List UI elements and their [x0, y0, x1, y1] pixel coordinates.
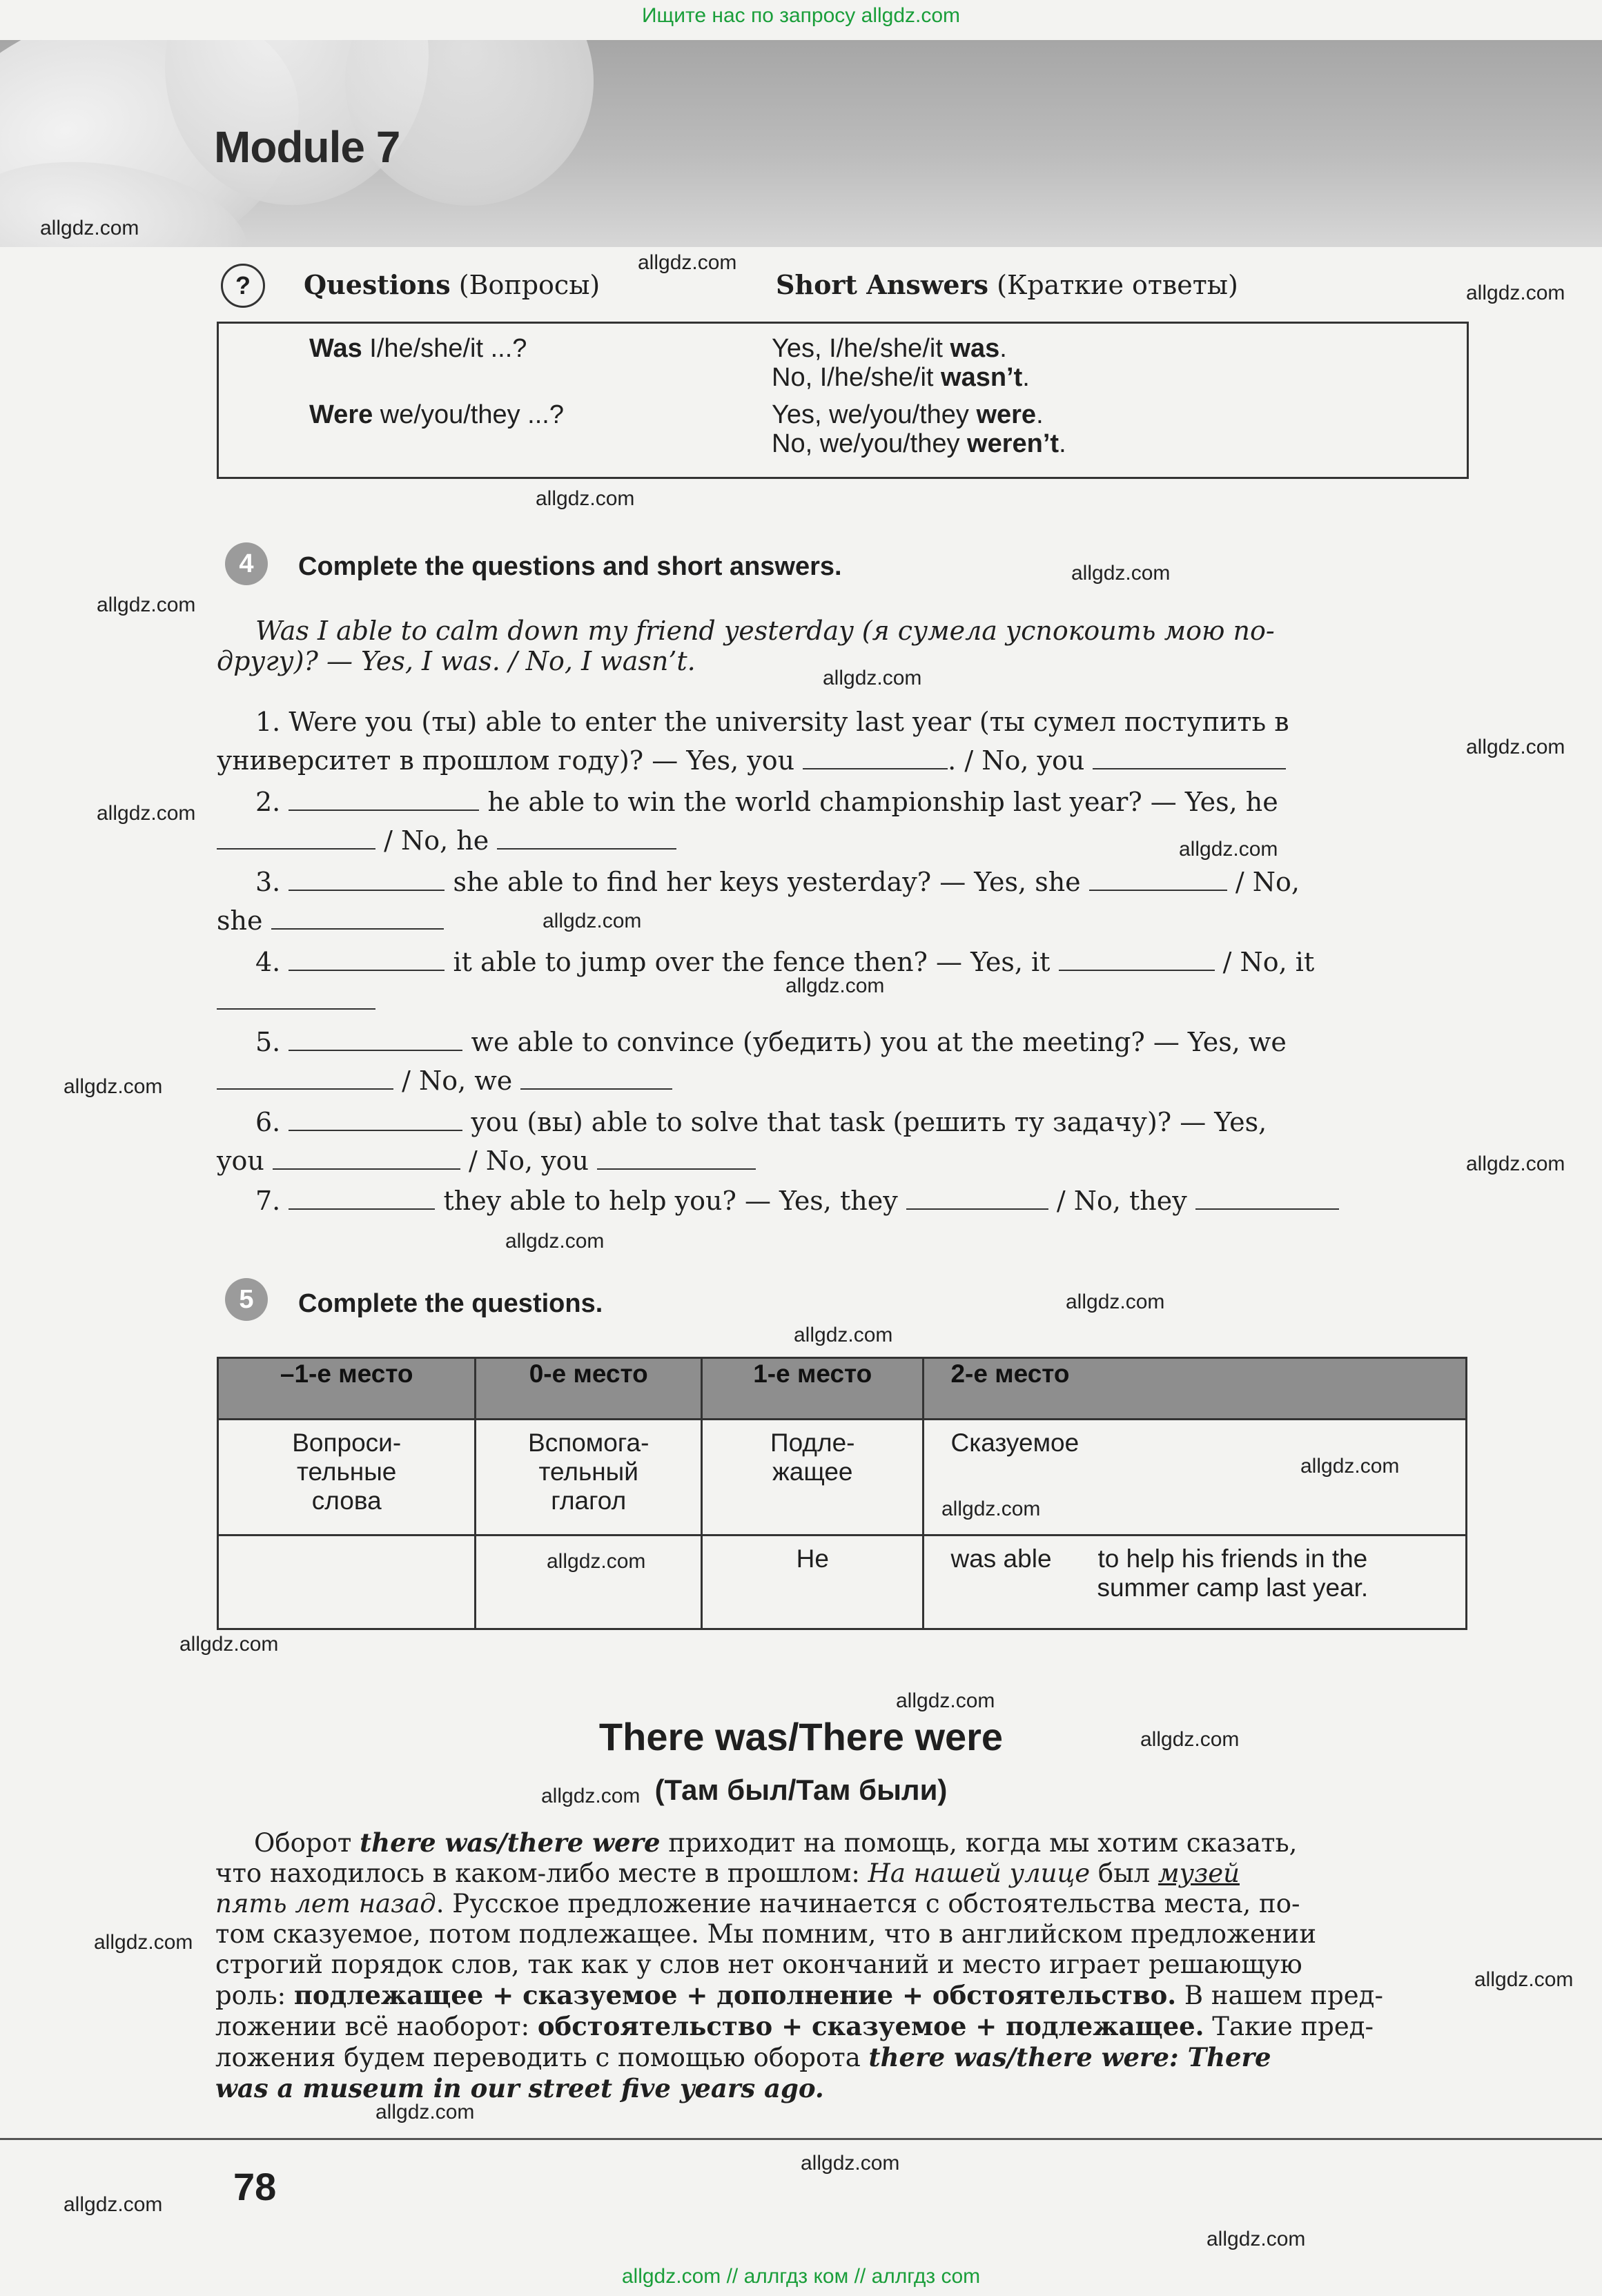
exercise-4-item-5-line-1: 5. we able to convince (убедить) you at the meeting? — Yes, we	[255, 1027, 1287, 1057]
watermark[interactable]: allgdz.com	[179, 1633, 279, 1656]
watermark[interactable]: allgdz.com	[896, 1689, 995, 1712]
answers-ru: (Краткие ответы)	[997, 270, 1238, 300]
answer-blank[interactable]	[1089, 889, 1227, 891]
answer-blank[interactable]	[217, 1008, 375, 1010]
table-row	[218, 1420, 1467, 1535]
watermark[interactable]: allgdz.com	[1466, 282, 1565, 304]
answer-blank[interactable]	[597, 1168, 756, 1170]
grammar-answer-no-was: No, I/he/she/it wasn’t.	[772, 363, 1030, 392]
table-cell-predicate	[924, 1535, 1467, 1629]
watermark[interactable]: allgdz.com	[536, 487, 635, 510]
watermark[interactable]: allgdz.com	[1071, 562, 1171, 585]
exercise-5-title: Complete the questions.	[298, 1289, 603, 1318]
watermark[interactable]: allgdz.com	[1300, 1455, 1400, 1478]
exercise-5-badge: 5	[225, 1278, 268, 1321]
answer-blank[interactable]	[497, 847, 676, 850]
watermark[interactable]: allgdz.com	[638, 251, 737, 274]
watermark[interactable]: allgdz.com	[94, 1931, 193, 1954]
answer-blank[interactable]	[803, 767, 948, 769]
page-number: 78	[233, 2165, 277, 2208]
paragraph-line: ложения будем переводить с помощью оборота there was/there were: There	[215, 2042, 1271, 2072]
watermark[interactable]: allgdz.com	[64, 2193, 163, 2216]
exercise-4-badge: 4	[225, 542, 268, 585]
section-paragraph	[215, 1827, 1469, 2104]
answer-blank[interactable]	[289, 1129, 462, 1131]
paragraph-line: том сказуемое, потом подлежащее. Мы помним, что в английском предложении	[215, 1919, 1316, 1949]
watermark[interactable]: allgdz.com	[543, 910, 642, 932]
table-header-cell: –1-е место	[218, 1358, 476, 1420]
answer-blank[interactable]	[289, 809, 479, 811]
table-header-row	[218, 1358, 1467, 1420]
exercise-4-title: Complete the questions and short answers.	[298, 552, 842, 581]
adverbial-text: to help his friends in the summer camp last year.	[1097, 1544, 1369, 1602]
watermark[interactable]: allgdz.com	[375, 2101, 475, 2123]
paragraph-line: was a museum in our street five years ago.	[215, 2073, 824, 2103]
exercise-4-item-3-line-1: 3. she able to find her keys yesterday? — Yes, she / No,	[255, 867, 1300, 897]
watermark[interactable]: allgdz.com	[801, 2152, 900, 2175]
answer-blank[interactable]	[289, 1208, 435, 1210]
table-row	[218, 1535, 1467, 1629]
word-order-table	[217, 1357, 1467, 1630]
exercise-4-item-7-line-1: 7. they able to help you? — Yes, they / No, they	[255, 1186, 1339, 1216]
grammar-question-were: Were we/you/they ...?	[309, 400, 564, 429]
paragraph-line: строгий порядок слов, так как у слов нет окончаний и место играет решающую	[215, 1950, 1302, 1979]
watermark[interactable]: allgdz.com	[64, 1075, 163, 1098]
predicate-text: was able	[950, 1544, 1052, 1573]
exercise-4-item-2-line-1: 2. he able to win the world championship last year? — Yes, he	[255, 787, 1278, 817]
answer-blank[interactable]	[289, 969, 445, 971]
table-cell: Сказуемое	[924, 1420, 1467, 1535]
exercise-4-item-3-line-2: she	[217, 905, 444, 936]
watermark[interactable]: allgdz.com	[794, 1324, 893, 1346]
paragraph-line: пять лет назад. Русское предложение начинается с обстоятельства места, по-	[215, 1889, 1300, 1919]
exercise-4-item-6-line-2: you / No, you	[217, 1146, 756, 1176]
questions-ru: (Вопросы)	[458, 270, 600, 300]
grammar-answer-yes-was: Yes, I/he/she/it was.	[772, 334, 1007, 363]
watermark[interactable]: allgdz.com	[941, 1498, 1041, 1520]
exercise-4-example-line-2: другу)? — Yes, I was. / No, I wasn’t.	[217, 646, 696, 676]
watermark[interactable]: allgdz.com	[1179, 838, 1278, 861]
table-cell: Вопроси- тельные слова	[218, 1420, 476, 1535]
table-cell-empty[interactable]	[476, 1535, 702, 1629]
answer-blank[interactable]	[217, 1088, 393, 1090]
exercise-4-item-4-line-1: 4. it able to jump over the fence then? — Yes, it / No, it	[255, 947, 1315, 977]
table-header-cell: 1-е место	[702, 1358, 924, 1420]
question-mark-icon: ?	[221, 264, 265, 308]
answer-blank[interactable]	[289, 889, 445, 891]
answer-blank[interactable]	[273, 1168, 460, 1170]
table-cell: Вспомога- тельный глагол	[476, 1420, 702, 1535]
answer-blank[interactable]	[520, 1088, 672, 1090]
answer-blank[interactable]	[217, 847, 375, 850]
exercise-4-item-1-line-1: 1. Were you (ты) able to enter the university last year (ты сумел поступить в	[255, 707, 1289, 737]
section-title: There was/There were	[598, 1715, 1004, 1758]
watermark[interactable]: allgdz.com	[505, 1230, 605, 1253]
table-header-cell: 2-е место	[924, 1358, 1467, 1420]
paragraph-line: Оборот there was/there were приходит на помощь, когда мы хотим сказать,	[254, 1827, 1298, 1858]
watermark[interactable]: allgdz.com	[40, 217, 139, 239]
watermark[interactable]: allgdz.com	[1466, 1152, 1565, 1175]
paragraph-line: ложении всё наоборот: обстоятельство + сказуемое + подлежащее. Такие пред-	[215, 2011, 1374, 2041]
exercise-4-item-4-line-2	[217, 985, 375, 1016]
exercise-4-item-6-line-1: 6. you (вы) able to solve that task (решить ту задачу)? — Yes,	[255, 1107, 1267, 1137]
watermark[interactable]: allgdz.com	[97, 593, 196, 616]
watermark[interactable]: allgdz.com	[547, 1550, 646, 1573]
exercise-4-item-2-line-2: / No, he	[217, 825, 676, 856]
watermark[interactable]: allgdz.com	[1207, 2228, 1306, 2250]
questions-heading	[304, 269, 600, 300]
answers-label: Short Answers	[776, 269, 989, 300]
section-subtitle: (Там был/Там были)	[654, 1774, 948, 1806]
watermark[interactable]: allgdz.com	[785, 974, 885, 997]
bottom-banner-link[interactable]: allgdz.com // аллгдз ком // аллгдз com	[621, 2265, 981, 2288]
grammar-question-was: Was I/he/she/it ...?	[309, 334, 527, 363]
module-title: Module 7	[214, 122, 400, 172]
table-cell: He	[702, 1535, 924, 1629]
exercise-4-item-1-line-2: университет в прошлом году)? — Yes, you . / No, you	[217, 745, 1286, 776]
footer-divider	[0, 2138, 1602, 2140]
watermark[interactable]: allgdz.com	[823, 667, 922, 689]
watermark[interactable]: allgdz.com	[1066, 1291, 1165, 1313]
table-cell-empty[interactable]	[218, 1535, 476, 1629]
paragraph-line: что находилось в каком-либо месте в прошлом: На нашей улице был музей	[215, 1858, 1240, 1888]
watermark[interactable]: allgdz.com	[541, 1785, 641, 1807]
watermark[interactable]: allgdz.com	[1140, 1728, 1240, 1751]
grammar-answer-yes-were: Yes, we/you/they were.	[772, 400, 1044, 429]
table-cell: Подле- жащее	[702, 1420, 924, 1535]
grammar-answer-no-were: No, we/you/they weren’t.	[772, 429, 1066, 458]
answers-heading	[776, 269, 1238, 300]
table-header-cell: 0-е место	[476, 1358, 702, 1420]
exercise-4-example-line-1: Was I able to calm down my friend yesterday (я сумела успокоить мою по-	[255, 616, 1275, 646]
watermark[interactable]: allgdz.com	[1474, 1968, 1574, 1991]
exercise-4-item-5-line-2: / No, we	[217, 1066, 672, 1096]
answer-blank[interactable]	[906, 1208, 1048, 1210]
watermark[interactable]: allgdz.com	[1466, 736, 1565, 758]
answer-blank[interactable]	[289, 1049, 462, 1051]
answer-blank[interactable]	[1195, 1208, 1339, 1210]
answer-blank[interactable]	[1093, 767, 1286, 769]
answer-blank[interactable]	[1059, 969, 1215, 971]
questions-label: Questions	[304, 269, 451, 300]
answer-blank[interactable]	[271, 928, 444, 930]
watermark[interactable]: allgdz.com	[97, 802, 196, 825]
paragraph-line: роль: подлежащее + сказуемое + дополнение + обстоятельство. В нашем пред-	[215, 1980, 1383, 2010]
top-banner-link[interactable]: Ищите нас по запросу allgdz.com	[641, 4, 961, 27]
